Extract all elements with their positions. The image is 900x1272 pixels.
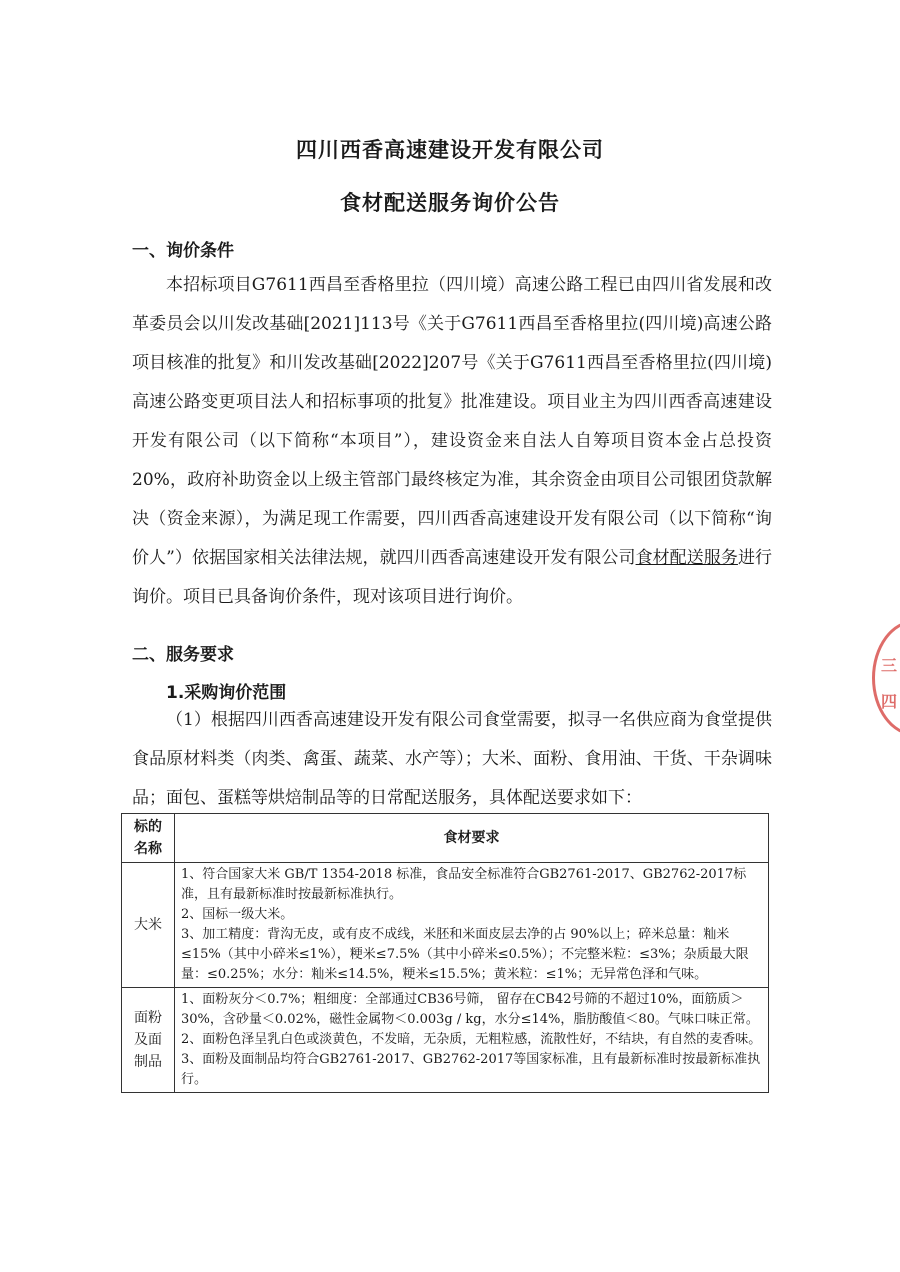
table-row <box>122 863 769 988</box>
food-requirements-table <box>121 813 769 1093</box>
table-cell-item-name: 面粉及面制品 <box>122 988 175 1093</box>
official-seal-stamp: 三 四 <box>872 620 900 736</box>
document-subtitle: 食材配送服务询价公告 <box>340 191 560 215</box>
requirement-line: 1、符合国家大米 GB/T 1354-2018 标准，食品安全标准符合GB2761-2017、GB2762-2017标准，且有最新标准时按最新标准执行。 <box>181 867 747 902</box>
scope-text: （1）根据四川西香高速建设开发有限公司食堂需要，拟寻一名供应商为食堂提供食品原材料类（肉类、禽蛋、蔬菜、水产等）；大米、面粉、食用油、干货、干杂调味品；面包、蛋糕等烘焙制品等的日常配送服务，具体配送要求如下： <box>132 710 772 808</box>
table-header-requirements: 食材要求 <box>175 814 769 863</box>
table-cell-item-name: 大米 <box>122 863 175 988</box>
table-cell-requirements <box>175 988 769 1093</box>
scope-paragraph <box>132 701 772 818</box>
section-heading-service-requirements: 二、服务要求 <box>132 645 234 665</box>
table-header-row <box>122 814 769 863</box>
table-row <box>122 988 769 1093</box>
table-header-item-name: 标的名称 <box>122 814 175 863</box>
requirement-line: 2、面粉色泽呈乳白色或淡黄色，不发暗，无杂质，无粗粒感，流散性好，不结块，有自然的麦香味。 <box>181 1032 762 1047</box>
inquiry-body-text-end: 进行询价。项目已具备询价条件，现对该项目进行询价。 <box>132 548 772 607</box>
document-title: 四川西香高速建设开发有限公司 <box>296 138 604 162</box>
table-cell-requirements <box>175 863 769 988</box>
requirement-line: 1、面粉灰分＜0.7%；粗细度：全部通过CB36号筛， 留存在CB42号筛的不超过10%，面筋质＞30%，含砂量＜0.02%，磁性金属物＜0.003g / kg，水分≤14%，脂肪酸值＜80。气味口味正常。 <box>181 992 759 1027</box>
service-name-underlined: 食材配送服务 <box>635 548 738 568</box>
requirement-line: 3、加工精度：背沟无皮，或有皮不成线，米胚和米面皮层去净的占 90%以上；碎米总量：籼米≤15%（其中小碎米≤1%），粳米≤7.5%（其中小碎米≤0.5%）；不完整米粒：≤3%；杂质最大限量：≤0.25%；水分：籼米≤14.5%，粳米≤15.5%；黄米粒：≤1%；无异常色泽和气味。 <box>181 927 749 982</box>
requirement-line: 3、面粉及面制品均符合GB2761-2017、GB2762-2017等国家标准，且有最新标准时按最新标准执行。 <box>181 1052 761 1087</box>
section-heading-inquiry-conditions: 一、询价条件 <box>132 241 234 261</box>
inquiry-conditions-paragraph <box>132 266 772 617</box>
inquiry-body-text: 本招标项目G7611西昌至香格里拉（四川境）高速公路工程已由四川省发展和改革委员会以川发改基础[2021]113号《关于G7611西昌至香格里拉(四川境)高速公路项目核准的批复》和川发改基础[2022]207号《关于G7611西昌至香格里拉(四川境)高速公路变更项目法人和招标事项的批复》批准建设。项目业主为四川西香高速建设开发有限公司（以下简称“本项目”），建设资金来自法人自筹项目资本金占总投资20%，政府补助资金以上级主管部门最终核定为准，其余资金由项目公司银团贷款解决（资金来源），为满足现工作需要，四川西香高速建设开发有限公司（以下简称“询价人”）依据国家相关法律法规，就四川西香高速建设开发有限公司 <box>132 275 772 568</box>
sub-heading-scope: 1.采购询价范围 <box>166 683 287 703</box>
requirement-line: 2、国标一级大米。 <box>181 907 294 922</box>
